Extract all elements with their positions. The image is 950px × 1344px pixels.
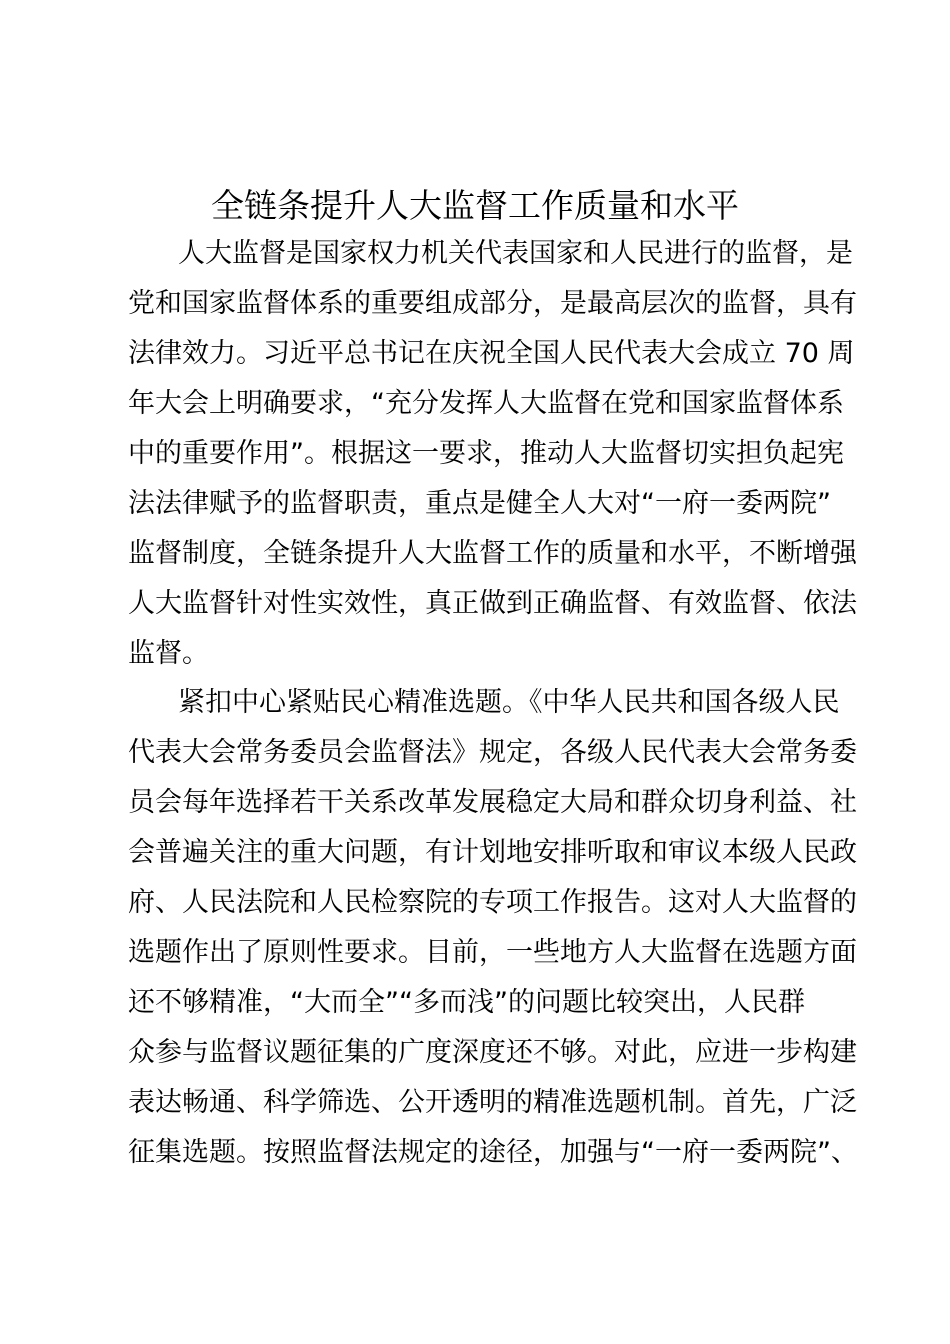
paragraph-line: 法法律赋予的监督职责，重点是健全人大对“一府一委两院” bbox=[128, 488, 831, 519]
paragraph-line: 紧扣中心紧贴民心精准选题。《中华人民共和国各级人民 bbox=[178, 687, 840, 718]
paragraph-line: 府、人民法院和人民检察院的专项工作报告。这对人大监督的 bbox=[128, 887, 857, 918]
paragraph-line: 征集选题。按照监督法规定的途径，加强与“一府一委两院”、 bbox=[128, 1137, 858, 1168]
paragraph-line: 人大监督是国家权力机关代表国家和人民进行的监督，是 bbox=[178, 238, 853, 269]
paragraph-line: 表达畅通、科学筛选、公开透明的精准选题机制。首先，广泛 bbox=[128, 1087, 857, 1118]
paragraph-line: 会普遍关注的重大问题，有计划地安排听取和审议本级人民政 bbox=[128, 837, 857, 868]
paragraph-line: 法律效力。习近平总书记在庆祝全国人民代表大会成立 70 周 bbox=[128, 338, 855, 369]
paragraph-line: 中的重要作用”。根据这一要求，推动人大监督切实担负起宪 bbox=[128, 438, 844, 469]
paragraph-line: 众参与监督议题征集的广度深度还不够。对此，应进一步构建 bbox=[128, 1037, 857, 1068]
paragraph-line: 选题作出了原则性要求。目前，一些地方人大监督在选题方面 bbox=[128, 937, 857, 968]
paragraph-line: 代表大会常务委员会监督法》规定，各级人民代表大会常务委 bbox=[128, 737, 857, 768]
paragraph-line: 监督制度，全链条提升人大监督工作的质量和水平，不断增强 bbox=[128, 538, 857, 569]
document-title: 全链条提升人大监督工作质量和水平 bbox=[211, 186, 739, 225]
paragraph-line: 人大监督针对性实效性，真正做到正确监督、有效监督、依法 bbox=[128, 588, 857, 619]
paragraph-line: 年大会上明确要求，“充分发挥人大监督在党和国家监督体系 bbox=[128, 388, 844, 419]
paragraph-line: 还不够精准，“大而全”“多而浅”的问题比较突出，人民群 bbox=[128, 987, 805, 1018]
paragraph-line: 员会每年选择若干关系改革发展稳定大局和群众切身利益、社 bbox=[128, 787, 857, 818]
paragraph-line: 党和国家监督体系的重要组成部分，是最高层次的监督，具有 bbox=[128, 288, 857, 319]
paragraph-line: 监督。 bbox=[128, 638, 209, 669]
